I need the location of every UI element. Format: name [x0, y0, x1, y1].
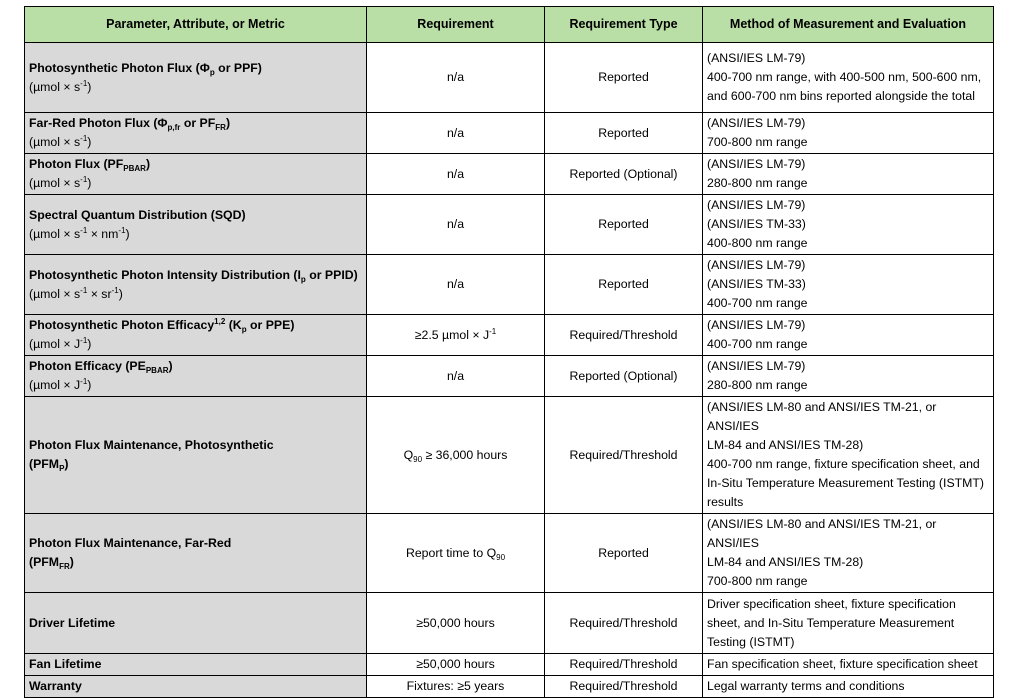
method-cell — [703, 514, 994, 593]
text-segment: Report time to Q — [405, 545, 497, 560]
requirement-type-cell: Reported (Optional) — [545, 356, 703, 397]
parameter-unit — [29, 285, 362, 304]
text-segment: (µmol × s — [29, 286, 81, 301]
requirement-type-cell: Required/Threshold — [545, 315, 703, 356]
method-cell — [703, 195, 994, 255]
text-segment: ) — [168, 359, 173, 373]
text-segment: or PPE) — [246, 318, 295, 332]
method-line: 400-800 nm range — [707, 236, 808, 250]
text-segment: (K — [225, 318, 242, 332]
superscript: -1 — [80, 285, 88, 295]
method-line: Driver specification sheet, fixture specification — [707, 596, 956, 611]
subscript: 90 — [413, 454, 423, 464]
requirement-type-cell: Required/Threshold — [545, 397, 703, 514]
requirement-type-cell: Required/Threshold — [545, 654, 703, 676]
subscript: 90 — [496, 552, 506, 562]
parameter-cell — [25, 397, 367, 514]
text-segment: (PFM — [29, 555, 60, 569]
text-segment: Photon Efficacy (PE — [29, 359, 146, 373]
text-segment: or PPID) — [305, 267, 358, 282]
method-line: 700-800 nm range — [707, 135, 808, 149]
text-segment: Photon Flux Maintenance, Photosynthetic — [29, 438, 274, 452]
text-segment: (µmol × J — [29, 378, 81, 392]
text-segment: ≥ 36,000 hours — [422, 447, 508, 462]
text-segment: n/a — [446, 277, 465, 291]
requirement-cell — [367, 43, 545, 113]
text-segment: ) — [145, 157, 151, 171]
text-segment: ≥50,000 hours — [416, 615, 495, 630]
parameter-cell — [25, 514, 367, 593]
table-row — [25, 676, 994, 698]
method-line: (ANSI/IES LM-79) — [707, 318, 806, 332]
method-line: 280-800 nm range — [707, 378, 808, 392]
header-row — [25, 7, 994, 43]
text-segment: (µmol × s — [29, 226, 81, 241]
superscript: -1 — [80, 336, 88, 345]
method-line: 400-700 nm range — [707, 337, 808, 351]
text-segment: Spectral Quantum Distribution (SQD) — [29, 207, 246, 222]
table-row — [25, 654, 994, 676]
parameter-unit — [29, 376, 362, 395]
method-cell — [703, 255, 994, 315]
parameter-cell — [25, 255, 367, 315]
text-segment: or PF — [180, 116, 216, 130]
parameter-name — [29, 155, 362, 174]
table-row — [25, 255, 994, 315]
text-segment: ) — [87, 337, 92, 351]
method-cell — [703, 315, 994, 356]
superscript: -1 — [118, 225, 126, 235]
header-requirement: Requirement — [367, 7, 545, 43]
method-line: Legal warranty terms and conditions — [707, 679, 905, 693]
table-body — [25, 43, 994, 698]
requirement-cell — [367, 315, 545, 356]
parameter-name — [29, 357, 362, 376]
method-line: In-Situ Temperature Measurement Testing (ISTMT) — [707, 476, 985, 490]
method-cell — [703, 676, 994, 698]
method-cell — [703, 43, 994, 113]
table-row — [25, 195, 994, 255]
requirement-cell — [367, 593, 545, 654]
text-segment: (µmol × J — [29, 337, 81, 351]
text-segment: n/a — [446, 70, 465, 84]
text-segment: Photosynthetic Photon Efficacy — [29, 318, 215, 332]
text-segment: Driver Lifetime — [29, 615, 116, 630]
parameter-cell — [25, 676, 367, 698]
requirement-cell — [367, 113, 545, 154]
parameter-cell — [25, 195, 367, 255]
method-cell — [703, 593, 994, 654]
superscript: -1 — [80, 175, 88, 184]
requirement-cell — [367, 676, 545, 698]
requirement-type-cell: Reported — [545, 255, 703, 315]
superscript: 1,2 — [214, 317, 226, 326]
method-line: 400-700 nm range — [707, 296, 808, 310]
table-row — [25, 514, 994, 593]
subscript: p,fr — [167, 123, 181, 132]
method-line: (ANSI/IES LM-79) — [707, 359, 806, 373]
text-segment: Fan Lifetime — [29, 657, 102, 671]
table-row — [25, 113, 994, 154]
superscript: -1 — [80, 134, 88, 143]
text-segment: ) — [118, 286, 123, 301]
text-segment: Photon Flux Maintenance, Far-Red — [29, 536, 232, 550]
parameter-name-line2 — [29, 553, 362, 572]
method-line: (ANSI/IES LM-79) — [707, 198, 806, 212]
method-line: (ANSI/IES LM-80 and ANSI/IES TM-21, or ANSI/IES — [707, 517, 937, 550]
method-line: and 600-700 nm bins reported alongside the total — [707, 89, 975, 103]
text-segment: n/a — [446, 125, 465, 140]
method-line: (ANSI/IES LM-80 and ANSI/IES TM-21, or ANSI/IES — [707, 400, 937, 433]
table-row — [25, 315, 994, 356]
requirement-cell — [367, 654, 545, 676]
method-line: LM-84 and ANSI/IES TM-28) — [707, 555, 864, 569]
method-line: Testing (ISTMT) — [707, 634, 795, 649]
method-cell — [703, 113, 994, 154]
text-segment: or PPF) — [214, 60, 262, 75]
parameter-cell — [25, 43, 367, 113]
parameter-name — [29, 436, 362, 455]
parameter-name — [29, 114, 362, 133]
text-segment: × sr — [87, 286, 112, 301]
requirement-type-cell: Reported (Optional) — [545, 154, 703, 195]
header-method: Method of Measurement and Evaluation — [703, 7, 994, 43]
text-segment: ) — [69, 555, 74, 569]
subscript: p — [241, 325, 247, 334]
parameter-cell — [25, 315, 367, 356]
text-segment: ) — [87, 378, 92, 392]
table-row — [25, 593, 994, 654]
method-line: 400-700 nm range, fixture specification sheet, and — [707, 457, 980, 471]
text-segment: Photon Flux (PF — [29, 157, 124, 171]
parameter-name — [29, 206, 362, 225]
method-line: 400-700 nm range, with 400-500 nm, 500-600 nm, — [707, 70, 982, 84]
parameter-unit — [29, 174, 362, 193]
text-segment: n/a — [446, 368, 465, 383]
method-line: 280-800 nm range — [707, 176, 808, 190]
subscript: p — [300, 274, 306, 284]
text-segment: × nm — [87, 226, 119, 241]
method-line: (ANSI/IES LM-79) — [707, 157, 806, 171]
header-requirement-type: Requirement Type — [545, 7, 703, 43]
header-parameter: Parameter, Attribute, or Metric — [25, 7, 367, 43]
requirement-type-cell: Reported — [545, 514, 703, 593]
parameter-cell — [25, 356, 367, 397]
subscript: P — [59, 464, 65, 473]
superscript: -1 — [111, 285, 119, 295]
text-segment: Warranty — [29, 679, 82, 693]
text-segment: n/a — [446, 217, 465, 231]
requirement-cell — [367, 154, 545, 195]
text-segment: (µmol × s — [29, 176, 81, 190]
method-cell — [703, 154, 994, 195]
superscript: -1 — [80, 78, 88, 88]
method-line: sheet, and In-Situ Temperature Measurement — [707, 615, 955, 630]
parameter-name — [29, 266, 362, 285]
text-segment: (PFM — [29, 457, 60, 471]
parameter-name — [29, 316, 362, 335]
text-segment: Q — [403, 447, 414, 462]
text-segment: ≥50,000 hours — [416, 657, 495, 671]
requirements-table — [24, 6, 994, 698]
parameter-name — [29, 614, 362, 633]
text-segment: Far-Red Photon Flux (Φ — [29, 116, 168, 130]
method-line: LM-84 and ANSI/IES TM-28) — [707, 438, 864, 452]
requirement-cell — [367, 195, 545, 255]
text-segment: ) — [87, 176, 92, 190]
method-line: (ANSI/IES TM-33) — [707, 277, 806, 291]
method-line: (ANSI/IES LM-79) — [707, 116, 806, 130]
method-line: (ANSI/IES TM-33) — [707, 217, 806, 231]
parameter-unit — [29, 133, 362, 152]
text-segment: ) — [125, 226, 130, 241]
parameter-name — [29, 677, 362, 696]
parameter-cell — [25, 154, 367, 195]
requirement-cell — [367, 356, 545, 397]
table-row — [25, 356, 994, 397]
requirement-type-cell: Reported — [545, 113, 703, 154]
parameter-name-line2 — [29, 455, 362, 474]
method-cell — [703, 654, 994, 676]
table-row — [25, 154, 994, 195]
parameter-cell — [25, 113, 367, 154]
parameter-cell — [25, 593, 367, 654]
parameter-name — [29, 655, 362, 674]
parameter-unit — [29, 335, 362, 354]
subscript: FR — [59, 562, 70, 571]
subscript: PBAR — [145, 366, 169, 375]
text-segment: ≥2.5 µmol × J — [414, 327, 490, 342]
method-line: results — [707, 495, 744, 509]
method-line: (ANSI/IES LM-79) — [707, 51, 806, 65]
subscript: PBAR — [123, 164, 146, 173]
text-segment: (µmol × s — [29, 79, 81, 94]
parameter-cell — [25, 654, 367, 676]
subscript: FR — [215, 123, 226, 132]
method-cell — [703, 397, 994, 514]
text-segment: Fixtures: ≥5 years — [406, 679, 505, 693]
text-segment: ) — [87, 135, 92, 149]
parameter-unit — [29, 78, 362, 97]
subscript: p — [209, 67, 215, 77]
superscript: -1 — [489, 326, 497, 336]
requirement-type-cell: Reported — [545, 195, 703, 255]
text-segment: ) — [64, 457, 69, 471]
requirement-cell — [367, 397, 545, 514]
requirement-type-cell: Reported — [545, 43, 703, 113]
parameter-name — [29, 59, 362, 78]
requirement-cell — [367, 255, 545, 315]
text-segment: ) — [225, 116, 231, 130]
method-line: Fan specification sheet, fixture specification sheet — [707, 657, 978, 671]
requirement-cell — [367, 514, 545, 593]
table-row — [25, 397, 994, 514]
text-segment: (µmol × s — [29, 135, 81, 149]
text-segment: ) — [87, 79, 92, 94]
superscript: -1 — [80, 377, 88, 386]
text-segment: n/a — [446, 166, 465, 181]
parameter-unit — [29, 225, 362, 244]
text-segment: Photosynthetic Photon Intensity Distribution (I — [29, 267, 301, 282]
method-cell — [703, 356, 994, 397]
parameter-name — [29, 534, 362, 553]
requirement-type-cell: Required/Threshold — [545, 593, 703, 654]
superscript: -1 — [80, 225, 88, 235]
text-segment: Photosynthetic Photon Flux (Φ — [29, 60, 210, 75]
requirement-type-cell: Required/Threshold — [545, 676, 703, 698]
table-row — [25, 43, 994, 113]
method-line: 700-800 nm range — [707, 574, 808, 588]
method-line: (ANSI/IES LM-79) — [707, 258, 806, 272]
